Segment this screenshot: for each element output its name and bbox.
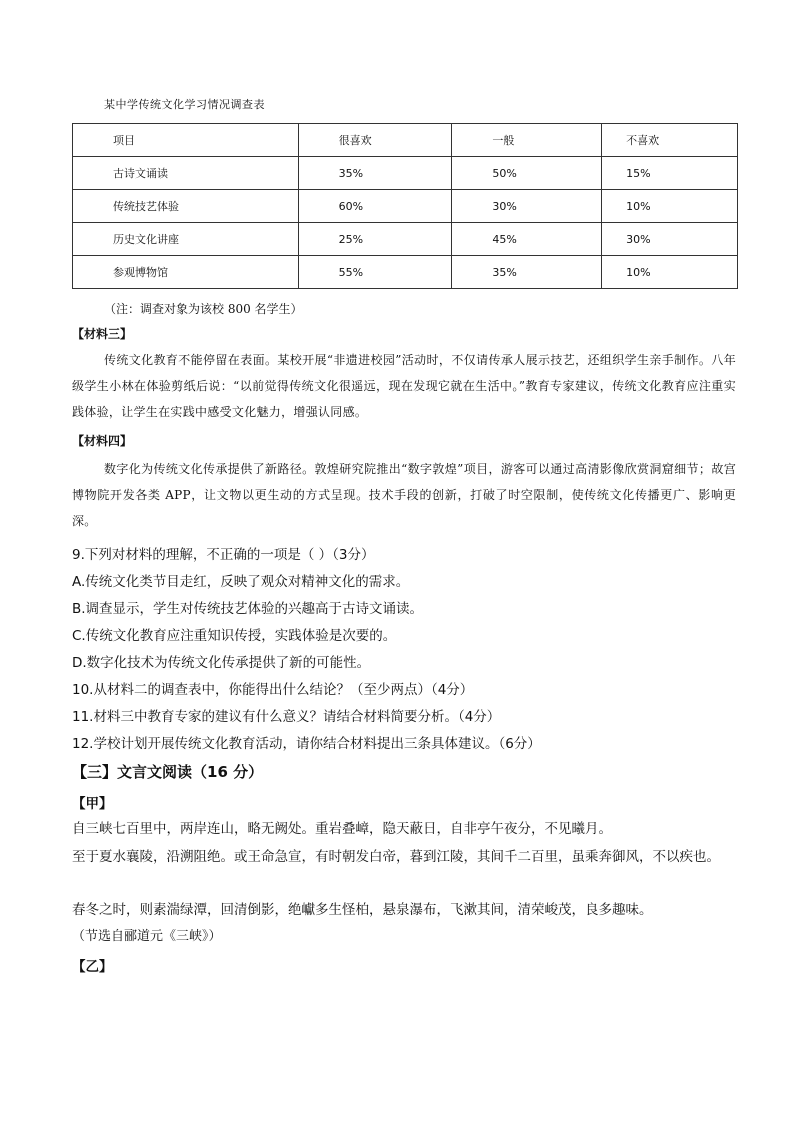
table-cell: 历史文化讲座: [73, 223, 299, 256]
material4-heading: 【材料四】: [72, 434, 133, 448]
table-cell: 10%: [602, 190, 738, 223]
option-d: D.数字化技术为传统文化传承提供了新的可能性。: [72, 655, 371, 671]
table-cell: 10%: [602, 256, 738, 289]
table-title: 某中学传统文化学习情况调查表: [104, 98, 265, 111]
question-10: 10.从材料二的调查表中，你能得出什么结论？（至少两点）（4分）: [72, 682, 474, 698]
table-cell: 35%: [298, 157, 452, 190]
question-11: 11.材料三中教育专家的建议有什么意义？请结合材料简要分析。（4分）: [72, 709, 501, 725]
table-row: [73, 256, 738, 289]
table-row: [73, 157, 738, 190]
table-cell: 60%: [298, 190, 452, 223]
table-note: （注：调查对象为该校 800 名学生）: [104, 302, 303, 316]
table-cell: 15%: [602, 157, 738, 190]
table-header-cell: 很喜欢: [298, 124, 452, 157]
survey-table: [72, 123, 738, 289]
option-b: B.调查显示，学生对传统技艺体验的兴趣高于古诗文诵读。: [72, 601, 424, 617]
material3-heading: 【材料三】: [72, 327, 133, 341]
table-header-cell: 一般: [452, 124, 602, 157]
table-cell: 传统技艺体验: [73, 190, 299, 223]
table-cell: 参观博物馆: [73, 256, 299, 289]
passage-p1: 自三峡七百里中，两岸连山，略无阙处。重岩叠嶂，隐天蔽日，自非亭午夜分，不见曦月。: [72, 821, 612, 837]
question-9: 9.下列对材料的理解，不正确的一项是（ ）（3分）: [72, 547, 375, 563]
table-cell: 55%: [298, 256, 452, 289]
passage-yi-label: 【乙】: [72, 959, 113, 975]
question-12: 12.学校计划开展传统文化教育活动，请你结合材料提出三条具体建议。（6分）: [72, 736, 541, 752]
option-c: C.传统文化教育应注重知识传授，实践体验是次要的。: [72, 628, 397, 644]
table-cell: 30%: [602, 223, 738, 256]
passage-jia-label: 【甲】: [72, 796, 113, 812]
material4-text: 数字化为传统文化传承提供了新路径。敦煌研究院推出“数字敦煌”项目，游客可以通过高清影像欣赏洞窟细节；故宫博物院开发各类 APP，让文物以更生动的方式呈现。技术手段的创新，打破了时空限制，使传统文化传播更广、影响更深。: [72, 462, 736, 528]
table-cell: 35%: [452, 256, 602, 289]
table-cell: 30%: [452, 190, 602, 223]
passage-p2: 至于夏水襄陵，沿溯阻绝。或王命急宣，有时朝发白帝，暮到江陵，其间千二百里，虽乘奔御风，不以疾也。: [72, 849, 720, 865]
table-cell: 25%: [298, 223, 452, 256]
passage-p3: 春冬之时，则素湍绿潭，回清倒影，绝巘多生怪柏，悬泉瀑布，飞漱其间，清荣峻茂，良多趣味。: [72, 902, 653, 918]
material3-text: 传统文化教育不能停留在表面。某校开展“非遗进校园”活动时，不仅请传承人展示技艺，还组织学生亲手制作。八年级学生小林在体验剪纸后说：“以前觉得传统文化很遥远，现在发现它就在生活中。”教育专家建议，传统文化教育应注重实践体验，让学生在实践中感受文化魅力，增强认同感。: [72, 353, 736, 419]
passage-source: （节选自郦道元《三峡》）: [72, 929, 222, 944]
table-row: [73, 223, 738, 256]
option-a: A.传统文化类节目走红，反映了观众对精神文化的需求。: [72, 574, 410, 590]
section-title: 【三】文言文阅读（16 分）: [72, 763, 264, 781]
table-cell: 50%: [452, 157, 602, 190]
table-row: [73, 190, 738, 223]
table-cell: 45%: [452, 223, 602, 256]
table-cell: 古诗文诵读: [73, 157, 299, 190]
table-header-cell: 不喜欢: [602, 124, 738, 157]
table-header-row: [73, 124, 738, 157]
table-header-cell: 项目: [73, 124, 299, 157]
